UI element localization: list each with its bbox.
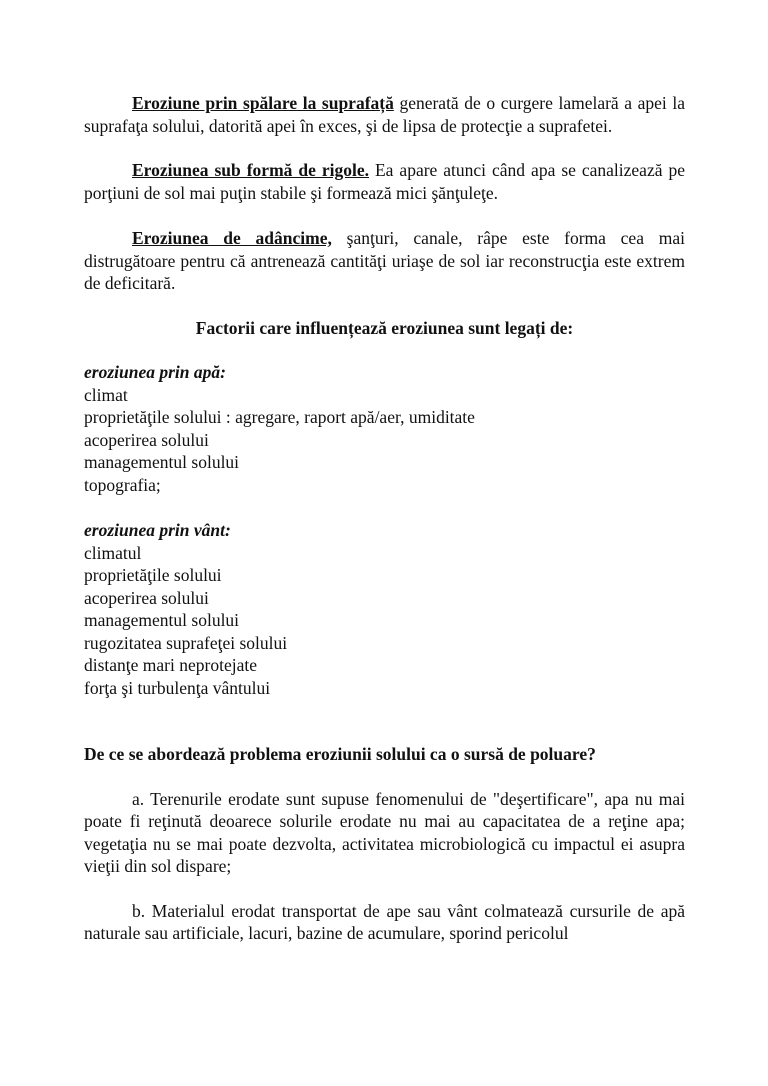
factors-heading: Factorii care influențează eroziunea sunt legați de: <box>195 317 574 338</box>
gully-erosion-text: şanţuri, canale, râpe este forma cea mai distrugătoare pentru că antrenează cantităţi uriaşe de sol iar reconstrucţia este extrem de deficitară. <box>84 228 685 293</box>
paragraph-surface-erosion <box>84 92 685 137</box>
water-erosion-list <box>84 384 685 497</box>
list-item: acoperirea solului <box>84 587 209 608</box>
wind-erosion-list <box>84 542 685 700</box>
list-item: distanţe mari neprotejate <box>84 655 257 675</box>
term-surface-erosion: Eroziune prin spălare la suprafață <box>132 93 394 113</box>
paragraph-gully-erosion <box>84 227 685 295</box>
list-item: proprietăţile solului : agregare, raport apă/aer, umiditate <box>84 407 475 427</box>
list-item: forţa şi turbulenţa vântului <box>84 677 271 698</box>
list-item: managementul solului <box>84 610 240 630</box>
list-item: managementul solului <box>84 452 240 472</box>
text-body <box>84 92 685 945</box>
term-rill-erosion: Eroziunea sub formă de rigole. <box>132 160 369 180</box>
list-item: climatul <box>84 542 142 563</box>
rill-erosion-text: Ea apare atunci când apa se canalizează pe porţiuni de sol mai puţin stabile şi formează mici şănţuleţe. <box>84 160 685 203</box>
surface-erosion-text: generată de o curgere lamelară a apei la suprafaţa solului, datorită apei în exces, şi de lipsa de protecţie a suprafetei. <box>84 93 685 136</box>
list-item: rugozitatea suprafeţei solului <box>84 632 288 653</box>
list-item: topografia; <box>84 474 161 495</box>
list-item: acoperirea solului <box>84 429 209 450</box>
pollution-point-a: a. Terenurile erodate sunt supuse fenomenului de "deşertificare", apa nu mai poate fi reţinută deoarece solurile erodate nu mai au capacitatea de a reţine apa; vegetaţia nu se mai poate dezvolta, activitatea microbiologică cu impactul ei asupra vieţii din sol dispare; <box>84 788 685 876</box>
list-item: proprietăţile solului <box>84 565 222 585</box>
term-gully-erosion: Eroziunea de adâncime, <box>132 228 332 248</box>
list-item: climat <box>84 384 128 405</box>
pollution-point-b: b. Materialul erodat transportat de ape sau vânt colmatează cursurile de apă naturale sau artificiale, lacuri, bazine de acumulare, sporind pericolul <box>84 900 685 943</box>
wind-erosion-label: eroziunea prin vânt: <box>84 520 231 540</box>
pollution-heading: De ce se abordează problema eroziunii solului ca o sursă de poluare? <box>84 744 596 764</box>
water-erosion-label: eroziunea prin apă: <box>84 362 226 382</box>
paragraph-rill-erosion <box>84 159 685 204</box>
